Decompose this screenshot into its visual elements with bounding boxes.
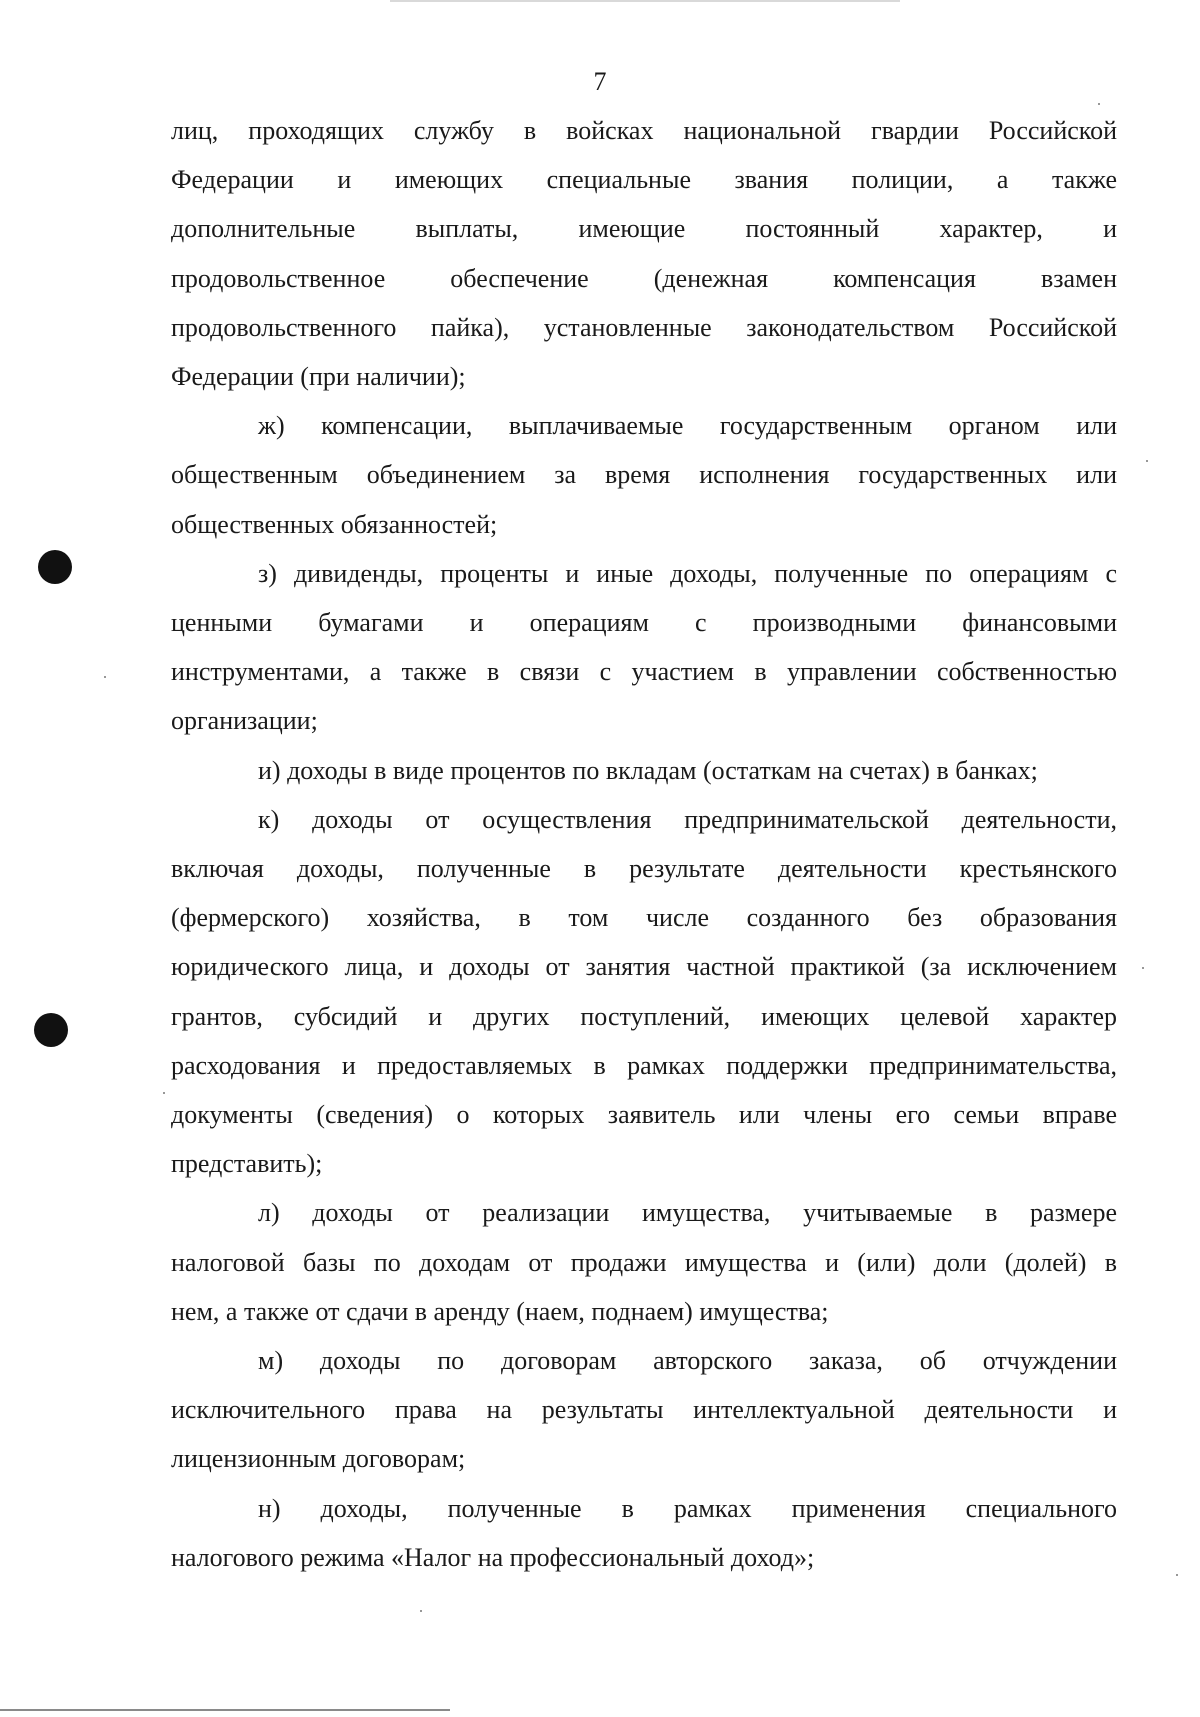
scan-edge-line [390, 0, 900, 2]
punch-hole-mark [34, 1013, 68, 1047]
text-line: нем, а также от сдачи в аренду (наем, поднаем) имущества; [171, 1296, 829, 1326]
scan-speck [104, 676, 106, 678]
text-line: включая доходы, полученные в результате деятельности крестьянского [171, 854, 1117, 884]
text-line: налоговой базы по доходам от продажи имущества и (или) доли (долей) в [171, 1247, 1117, 1277]
text-line: организации; [171, 706, 318, 736]
scan-speck [1098, 103, 1100, 105]
text-line: исключительного права на результаты интеллектуальной деятельности и [171, 1395, 1117, 1425]
text-line: к) доходы от осуществления предпринимательской деятельности, [258, 804, 1117, 834]
text-line: инструментами, а также в связи с участием в управлении собственностью [171, 657, 1117, 687]
scan-speck [1176, 1574, 1178, 1576]
text-line: ж) компенсации, выплачиваемые государственным органом или [258, 411, 1117, 441]
paragraph-item-k [171, 795, 1117, 1189]
text-line: и) доходы в виде процентов по вкладам (остаткам на счетах) в банках; [258, 755, 1038, 785]
scan-speck [420, 1610, 422, 1612]
paragraph-item-n [171, 1484, 1117, 1582]
text-line: налогового режима «Налог на профессиональный доход»; [171, 1542, 815, 1572]
scan-speck [1142, 967, 1144, 969]
text-line: общественным объединением за время исполнения государственных или [171, 460, 1117, 490]
text-line: продовольственного пайка), установленные законодательством Российской [171, 312, 1117, 342]
paragraph-item-zh [171, 401, 1117, 549]
text-line: лицензионным договорам; [171, 1444, 466, 1474]
paragraph-item-z [171, 549, 1117, 746]
text-line: л) доходы от реализации имущества, учитываемые в размере [258, 1198, 1117, 1228]
scan-speck [163, 1092, 165, 1094]
scan-edge-line [0, 1709, 450, 1711]
text-line: представить); [171, 1149, 323, 1179]
text-line: расходования и предоставляемых в рамках поддержки предпринимательства, [171, 1050, 1117, 1080]
text-line: общественных обязанностей; [171, 509, 498, 539]
text-line: продовольственное обеспечение (денежная компенсация взамен [171, 263, 1117, 293]
page-number: 7 [593, 67, 607, 96]
text-line: н) доходы, полученные в рамках применения специального [258, 1493, 1117, 1523]
text-line: лиц, проходящих службу в войсках национальной гвардии Российской [171, 116, 1117, 145]
text-line: м) доходы по договорам авторского заказа, об отчуждении [258, 1346, 1117, 1376]
document-body [171, 106, 1117, 1582]
text-line: юридического лица, и доходы от занятия частной практикой (за исключением [171, 952, 1117, 982]
text-line: грантов, субсидий и других поступлений, имеющих целевой характер [171, 1001, 1117, 1031]
text-line: дополнительные выплаты, имеющие постоянный характер, и [171, 214, 1117, 244]
paragraph-continuation [171, 106, 1117, 401]
text-line: документы (сведения) о которых заявитель или члены его семьи вправе [171, 1100, 1117, 1130]
text-line: Федерации (при наличии); [171, 362, 466, 392]
text-line: ценными бумагами и операциям с производными финансовыми [171, 608, 1117, 638]
paragraph-item-m [171, 1336, 1117, 1484]
scan-speck [1146, 460, 1148, 462]
text-line: Федерации и имеющих специальные звания полиции, а также [171, 165, 1117, 195]
text-line: (фермерского) хозяйства, в том числе созданного без образования [171, 903, 1117, 933]
paragraph-item-l [171, 1188, 1117, 1336]
text-line: з) дивиденды, проценты и иные доходы, полученные по операциям с [258, 558, 1117, 588]
punch-hole-mark [38, 550, 72, 584]
paragraph-item-i [171, 746, 1117, 795]
